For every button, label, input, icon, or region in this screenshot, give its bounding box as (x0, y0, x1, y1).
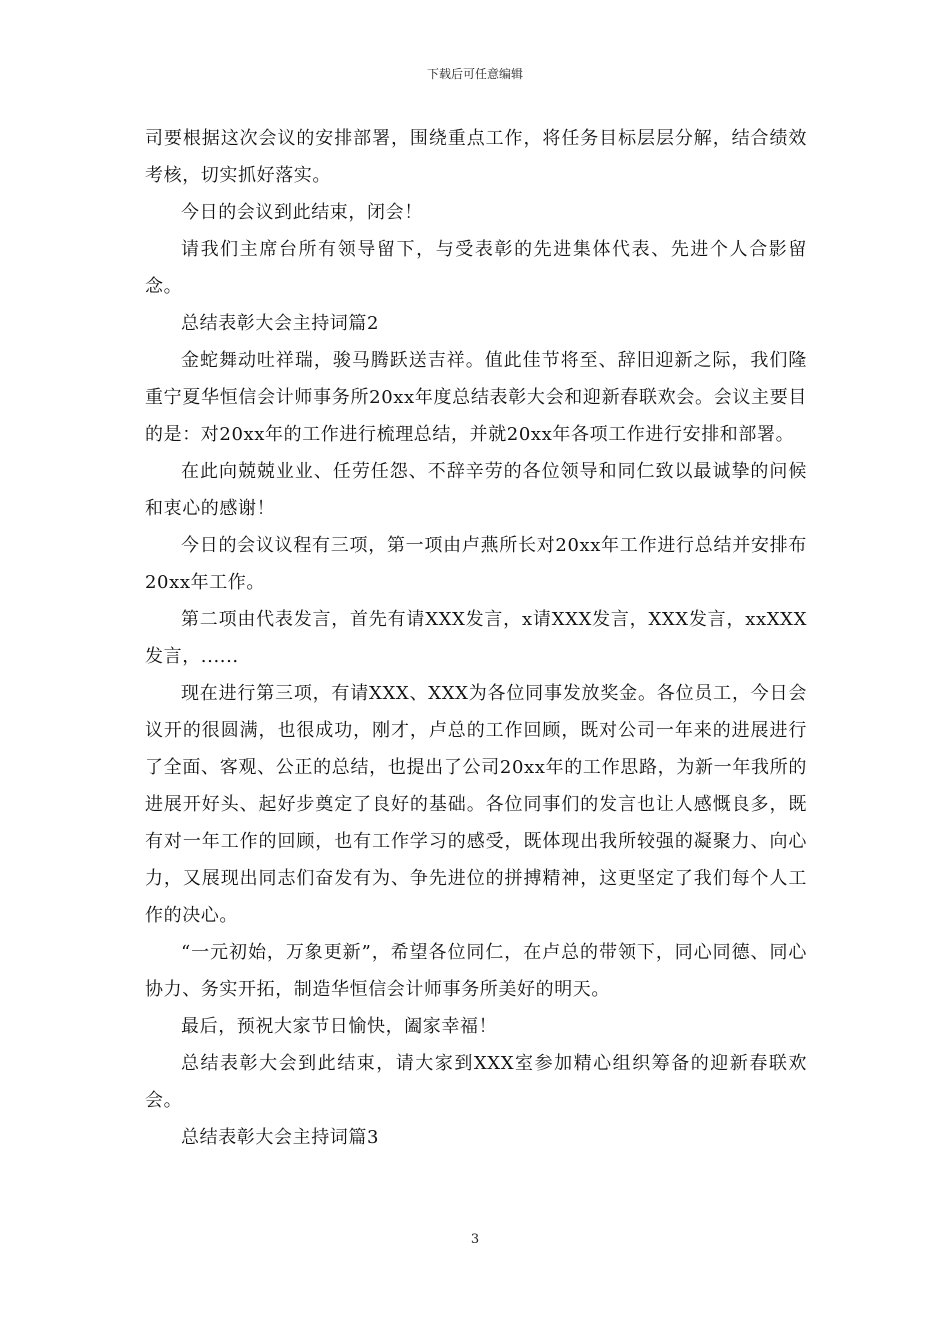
paragraph: 今日的会议到此结束，闭会！ (181, 202, 423, 223)
document-body (145, 120, 807, 1156)
paragraph: 在此向兢兢业业、任劳任怨、不辞辛劳的各位领导和同仁致以最诚挚的问候和衷心的感谢！ (145, 461, 807, 519)
paragraph: 现在进行第三项，有请XXX、XXX为各位同事发放奖金。各位员工，今日会议开的很圆满，也很成功，刚才，卢总的工作回顾，既对公司一年来的进展进行了全面、客观、公正的总结，也提出了公司20xx年的工作思路，为新一年我所的进展开好头、起好步奠定了良好的基础。各位同事们的发言也让人感慨良多，既有对一年工作的回顾，也有工作学习的感受，既体现出我所较强的凝聚力、向心力，又展现出同志们奋发有为、争先进位的拼搏精神，这更坚定了我们每个人工作的决心。 (145, 683, 807, 926)
paragraph: 总结表彰大会到此结束，请大家到XXX室参加精心组织筹备的迎新春联欢会。 (145, 1053, 807, 1111)
paragraph: 第二项由代表发言，首先有请XXX发言，x请XXX发言，XXX发言，xxXXX发言，...... (145, 609, 807, 667)
paragraph: 请我们主席台所有领导留下，与受表彰的先进集体代表、先进个人合影留念。 (145, 239, 807, 297)
paragraph: 今日的会议议程有三项，第一项由卢燕所长对20xx年工作进行总结并安排布20xx年工作。 (145, 535, 807, 593)
paragraph: 最后，预祝大家节日愉快，阖家幸福！ (181, 1016, 498, 1037)
paragraph: 金蛇舞动吐祥瑞，骏马腾跃送吉祥。值此佳节将至、辞旧迎新之际，我们隆重宁夏华恒信会计师事务所20xx年度总结表彰大会和迎新春联欢会。会议主要目的是：对20xx年的工作进行梳理总结，并就20xx年各项工作进行安排和部署。 (145, 350, 807, 445)
paragraph: 司要根据这次会议的安排部署，围绕重点工作，将任务目标层层分解，结合绩效考核，切实抓好落实。 (145, 128, 807, 186)
paragraph: “一元初始，万象更新”，希望各位同仁，在卢总的带领下，同心同德、同心协力、务实开拓，制造华恒信会计师事务所美好的明天。 (145, 942, 807, 1000)
section-heading: 总结表彰大会主持词篇2 (181, 313, 380, 334)
page-number: 3 (470, 1232, 480, 1247)
header-note: 下载后可任意编辑 (426, 67, 523, 81)
section-heading: 总结表彰大会主持词篇3 (181, 1127, 380, 1148)
